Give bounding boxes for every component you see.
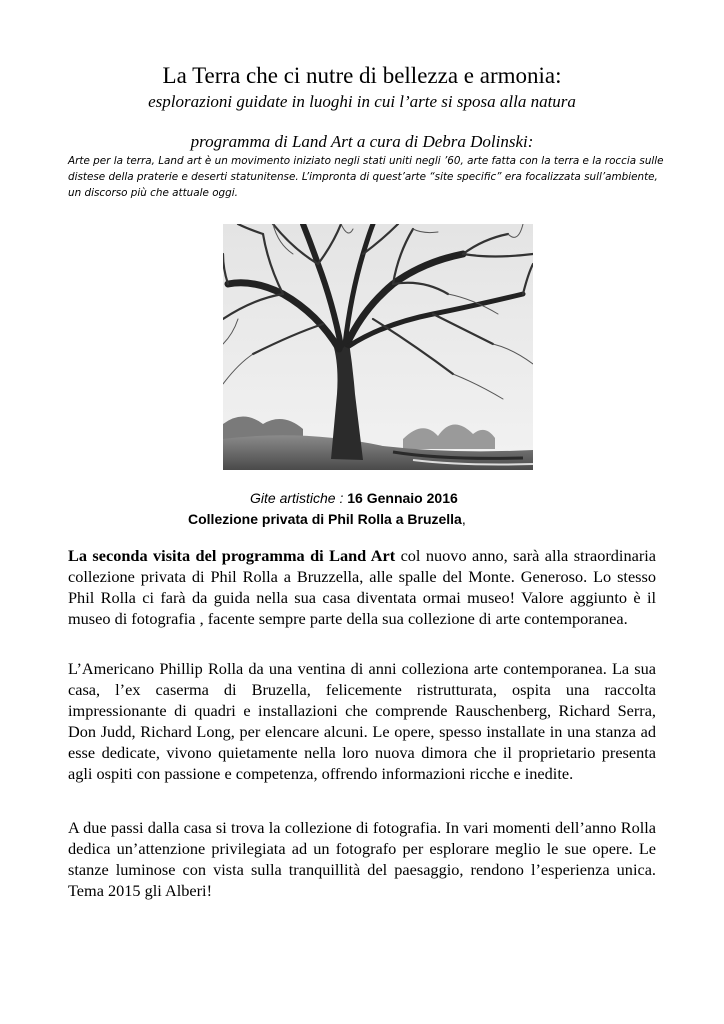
- event-location: Collezione privata di Phil Rolla a Bruzella: [188, 511, 462, 527]
- event-location-line: [188, 509, 466, 529]
- body-paragraph-2: L’Americano Phillip Rolla da una ventina di anni colleziona arte contemporanea. La sua casa, l’ex caserma di Bruzella, felicemente ristrutturata, ospita una raccolta impressionante di quadri e installazioni che comprende Rauschenberg, Richard Serra, Don Judd, Richard Long, per elencare alcuni. Le opere, spesso installate in una stanza ad esse dedicate, vivono quietamente nella loro nuova dimora che il proprietario presenta agli ospiti con passione e competenza, offrendo informazioni ricche e inedite.: [68, 659, 656, 783]
- body-paragraph-1: [68, 545, 656, 629]
- tree-photo-graphic: [223, 224, 533, 470]
- body-paragraph-3: A due passi dalla casa si trova la collezione di fotografia. In vari momenti dell’anno Rolla dedica un’attenzione privilegiata ad un fotografo per esplorare meglio le sue opere. Le stanze luminose con vista sulla tranquillità del paesaggio, rendono l’esperienza unica. Tema 2015 gli Alberi!: [68, 818, 656, 900]
- event-location-suffix: ,: [461, 511, 466, 527]
- paragraph-1-lead: La seconda visita del programma di Land Art: [68, 546, 396, 565]
- event-label: Gite artistiche :: [250, 490, 348, 506]
- event-date: 16 Gennaio 2016: [347, 490, 458, 506]
- page-title: La Terra che ci nutre di bellezza e armonia:: [162, 63, 562, 88]
- page-subtitle: esplorazioni guidate in luoghi in cui l’arte si sposa alla natura: [148, 92, 576, 111]
- program-intro: Arte per la terra, Land art è un movimento iniziato negli stati uniti negli ’60, arte fatta con la terra e la roccia sulle distese della praterie e deserti statunitense. L’impronta di quest’arte “site specific” era focalizzata sull’ambiente, un discorso più che attuale oggi.: [68, 155, 664, 199]
- program-heading: programma di Land Art a cura di Debra Dolinski:: [190, 132, 534, 151]
- tree-photo: [223, 224, 533, 470]
- paragraph-1-text: col nuovo anno, sarà alla straordinaria collezione privata di Phil Rolla a Bruzzella, alle spalle del Monte. Generoso. Lo stesso Phil Rolla ci farà da guida nella sua casa diventata ormai museo! Valore aggiunto è il museo di fotografia , facente sempre parte della sua collezione di arte contemporanea.: [68, 546, 656, 628]
- event-date-line: [250, 488, 458, 508]
